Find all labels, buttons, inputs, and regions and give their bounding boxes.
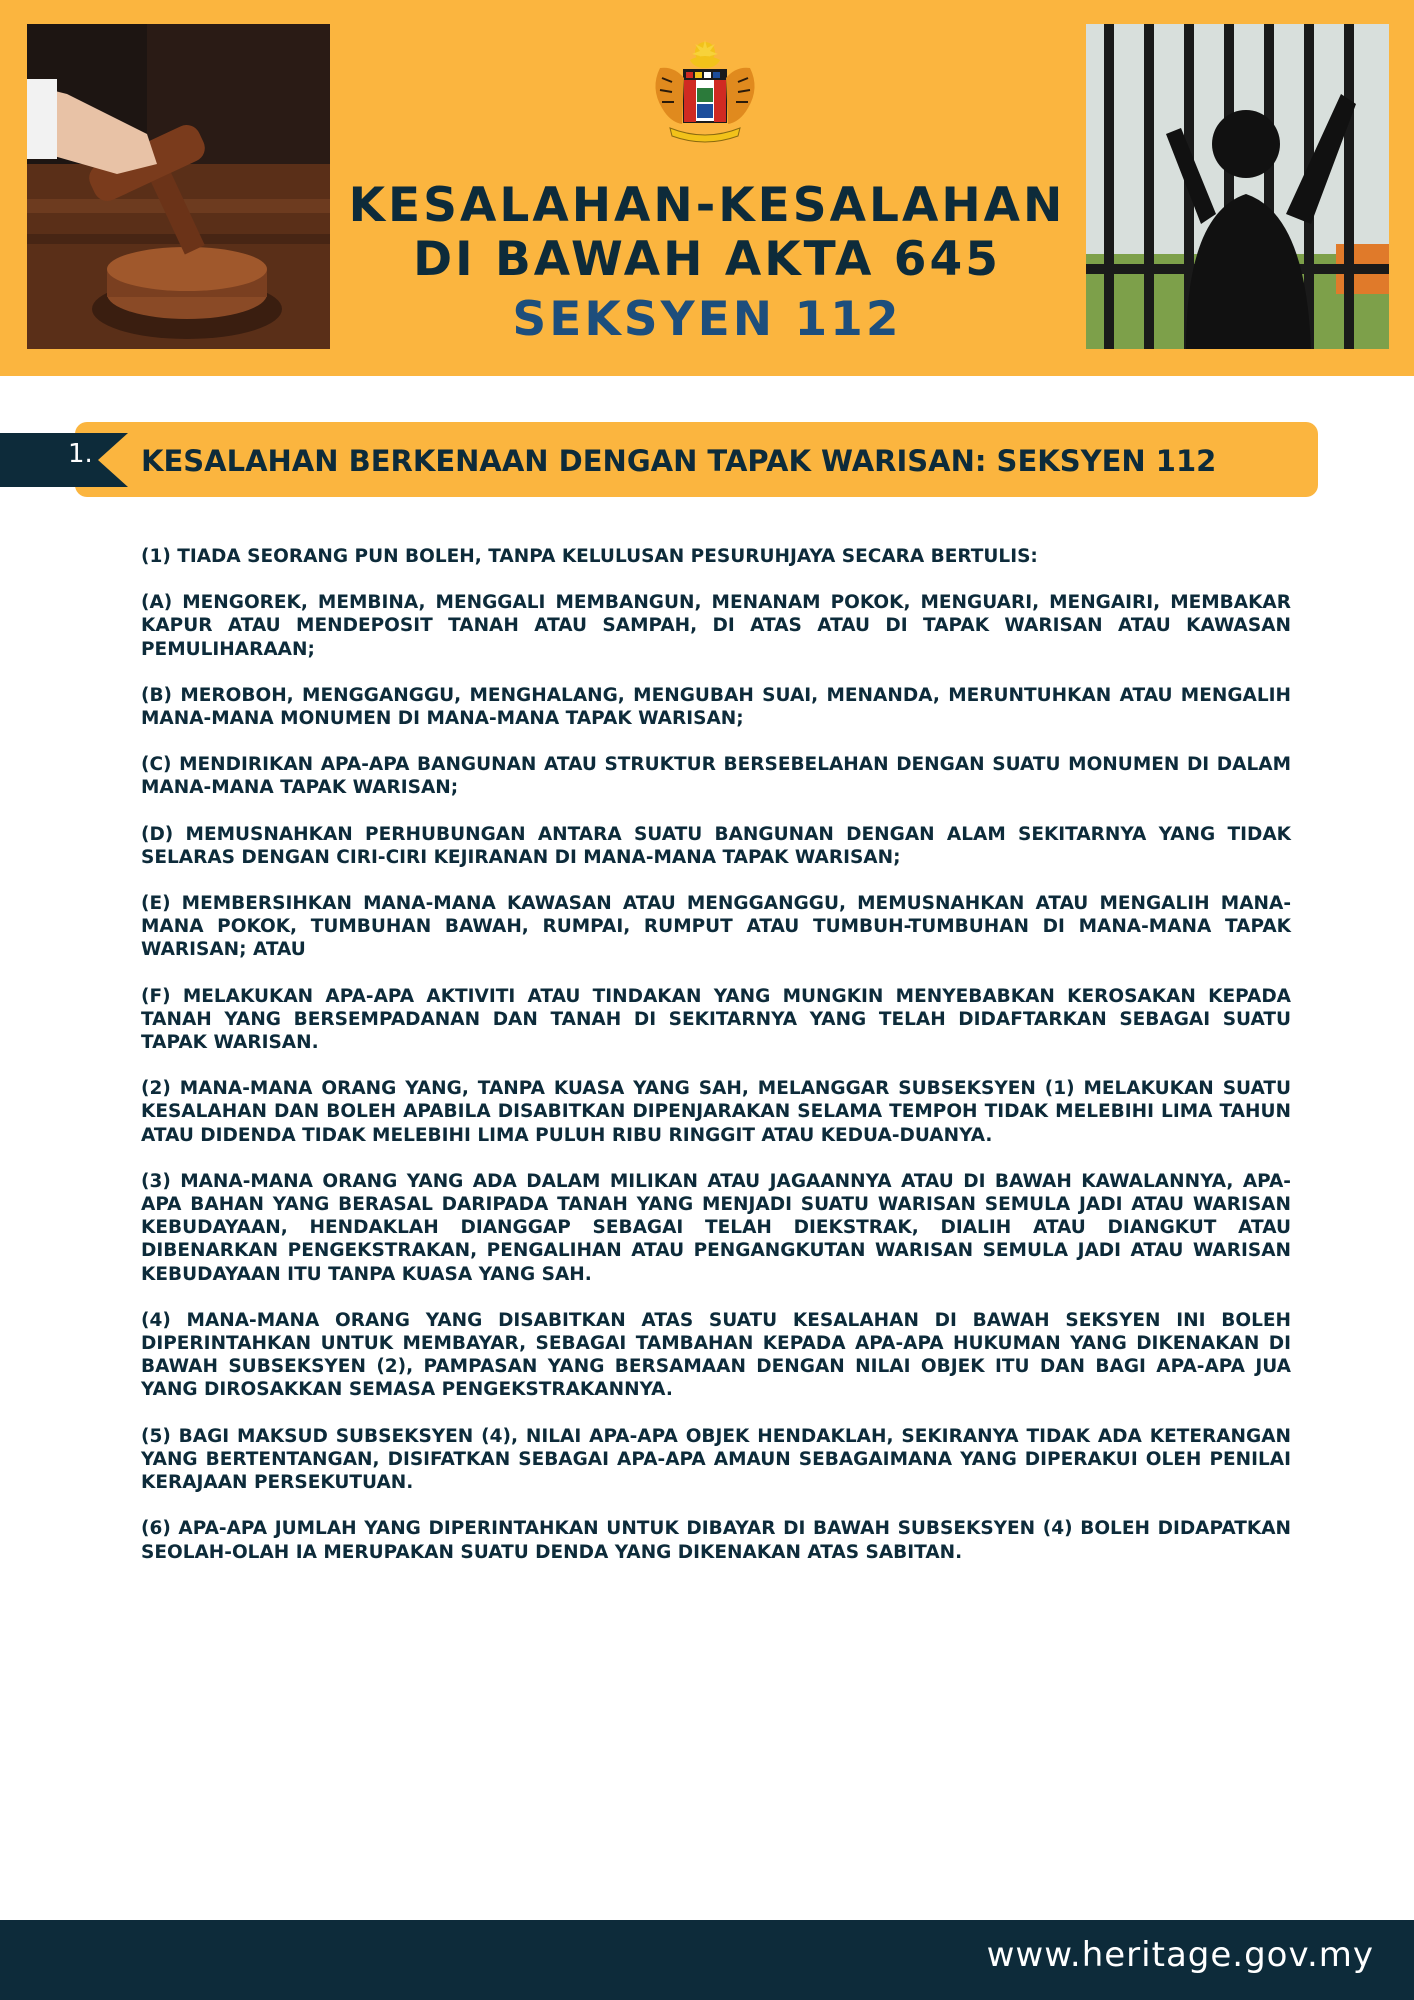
page-title-line-1: KESALAHAN-KESALAHAN [348,178,1066,233]
malaysia-coat-of-arms-icon [640,38,770,148]
footer-website-link[interactable]: www.heritage.gov.my [986,1935,1374,1975]
paragraph-1f: (F) MELAKUKAN APA-APA AKTIVITI ATAU TINDAKAN YANG MUNGKIN MENYEBABKAN KEROSAKAN KEPADA TANAH YANG BERSEMPADANAN DAN TANAH DI SEKITARNYA YANG TELAH DIDAFTARKAN SEBAGAI SUATU TAPAK WARISAN. [141,985,1291,1054]
paragraph-2: (2) MANA-MANA ORANG YANG, TANPA KUASA YANG SAH, MELANGGAR SUBSEKSYEN (1) MELAKUKAN SUATU KESALAHAN DAN BOLEH APABILA DISABITKAN DIPENJARAKAN SELAMA TEMPOH TIDAK MELEBIHI LIMA TAHUN ATAU DIDENDA TIDAK MELEBIHI LIMA PULUH RIBU RINGGIT ATAU KEDUA-DUANYA. [141,1078,1291,1146]
paragraph-1b: (B) MEROBOH, MENGGANGGU, MENGHALANG, MENGUBAH SUAI, MENANDA, MERUNTUHKAN ATAU MENGALIH MANA-MANA MONUMEN DI MANA-MANA TAPAK WARISAN; [141,684,1291,730]
section-number-ribbon-front [0,433,128,487]
section-title: KESALAHAN BERKENAAN DENGAN TAPAK WARISAN: SEKSYEN 112 [141,444,1217,478]
paragraph-6: (6) APA-APA JUMLAH YANG DIPERINTAHKAN UNTUK DIBAYAR DI BAWAH SUBSEKSYEN (4) BOLEH DIDAPATKAN SEOLAH-OLAH IA MERUPAKAN SUATU DENDA YANG DIKENAKAN ATAS SABITAN. [141,1518,1291,1563]
paragraph-1c: (C) MENDIRIKAN APA-APA BANGUNAN ATAU STRUKTUR BERSEBELAHAN DENGAN SUATU MONUMEN DI DALAM MANA-MANA TAPAK WARISAN; [141,754,1291,799]
paragraph-3: (3) MANA-MANA ORANG YANG ADA DALAM MILIKAN ATAU JAGAANNYA ATAU DI BAWAH KAWALANNYA, APA-APA BAHAN YANG BERASAL DARIPADA TANAH YANG MENJADI SUATU WARISAN SEMULA JADI ATAU WARISAN KEBUDAYAAN, HENDAKLAH DIANGGAP SEBAGAI TELAH DIEKSTRAK, DIALIH ATAU DIANGKUT ATAU DIBENARKAN PENGEKSTRAKAN, PENGALIHAN ATAU PENGANGKUTAN WARISAN SEMULA JADI ATAU WARISAN KEBUDAYAAN ITU TANPA KUASA YANG SAH. [141,1170,1291,1285]
paragraph-1d: (D) MEMUSNAHKAN PERHUBUNGAN ANTARA SUATU BANGUNAN DENGAN ALAM SEKITARNYA YANG TIDAK SELARAS DENGAN CIRI-CIRI KEJIRANAN DI MANA-MANA TAPAK WARISAN; [141,823,1291,868]
judge-gavel-photo [27,24,330,349]
paragraph-1e: (E) MEMBERSIHKAN MANA-MANA KAWASAN ATAU MENGGANGGU, MEMUSNAHKAN ATAU MENGALIH MANA-MANA POKOK, TUMBUHAN BAWAH, RUMPAI, RUMPUT ATAU TUMBUH-TUMBUHAN DI MANA-MANA TAPAK WARISAN; ATAU [141,893,1291,961]
prisoner-behind-bars-photo [1086,24,1389,349]
page-title-line-2: DI BAWAH AKTA 645 [413,232,1001,287]
paragraph-1a: (A) MENGOREK, MEMBINA, MENGGALI MEMBANGUN, MENANAM POKOK, MENGUARI, MENGAIRI, MEMBAKAR KAPUR ATAU MENDEPOSIT TANAH ATAU SAMPAH, DI ATAS ATAU DI TAPAK WARISAN ATAU KAWASAN PEMULIHARAAN; [141,592,1291,660]
paragraph-1: (1) TIADA SEORANG PUN BOLEH, TANPA KELULUSAN PESURUHJAYA SECARA BERTULIS: [141,546,1038,567]
page-subtitle: SEKSYEN 112 [512,292,902,347]
section-number: 1. [68,439,93,469]
paragraph-5: (5) BAGI MAKSUD SUBSEKSYEN (4), NILAI APA-APA OBJEK HENDAKLAH, SEKIRANYA TIDAK ADA KETERANGAN YANG BERTENTANGAN, DISIFATKAN SEBAGAI APA-APA AMAUN SEBAGAIMANA YANG DIPERAKUI OLEH PENILAI KERAJAAN PERSEKUTUAN. [141,1425,1291,1494]
law-text-body [141,545,1291,1587]
paragraph-4: (4) MANA-MANA ORANG YANG DISABITKAN ATAS SUATU KESALAHAN DI BAWAH SEKSYEN INI BOLEH DIPERINTAHKAN UNTUK MEMBAYAR, SEBAGAI TAMBAHAN KEPADA APA-APA HUKUMAN YANG DIKENAKAN DI BAWAH SUBSEKSYEN (2), PAMPASAN YANG BERSAMAAN DENGAN NILAI OBJEK ITU DAN BAGI APA-APA JUA YANG DIROSAKKAN SEMASA PENGEKSTRAKANNYA. [141,1309,1291,1401]
